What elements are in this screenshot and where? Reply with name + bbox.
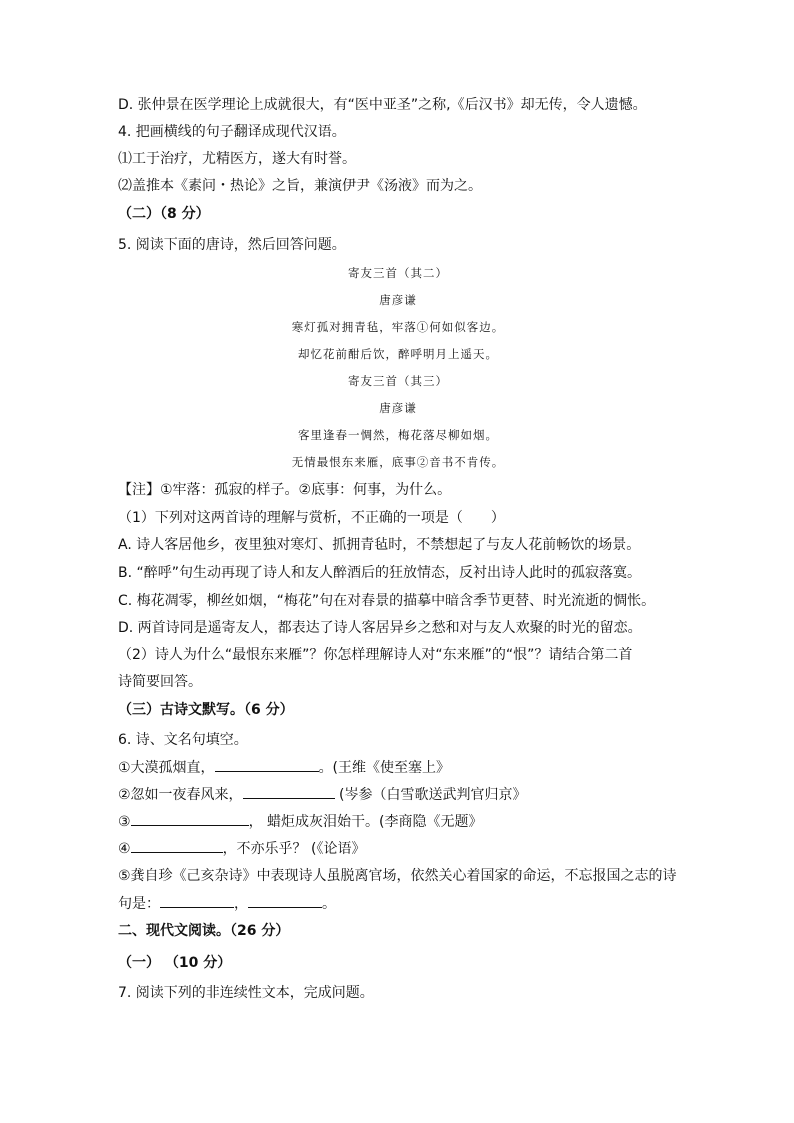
part-2-heading: 二、现代文阅读。（26 分） — [118, 923, 290, 939]
fill-blank-5-separator: ， — [234, 896, 248, 912]
poem-2-author: 唐彦谦 — [379, 401, 417, 415]
question-4-item-1: ⑴工于治疗，尤精医方，遂大有时誉。 — [118, 151, 356, 167]
fill-blank-1-prefix: ①大漠孤烟直， — [118, 760, 215, 776]
poem-2-line-2: 无情最恨东来雁，底事②音书不肯传。 — [291, 455, 505, 469]
part-2-subheading: （一） （10 分） — [118, 955, 232, 971]
poem-1-title: 寄友三首（其二） — [348, 266, 448, 280]
fill-blank-4-prefix: ④ — [118, 841, 131, 857]
fill-blank-4-suffix: ，不亦乐乎？ (《论语》 — [222, 841, 366, 857]
question-6-stem: 6. 诗、文名句填空。 — [118, 732, 248, 748]
fill-blank-5-suffix: 。 — [322, 896, 336, 912]
question-5-1-option-a: A. 诗人客居他乡，夜里独对寒灯、抓拥青毡时，不禁想起了与友人花前畅饮的场景。 — [118, 537, 641, 553]
fill-blank-3 — [118, 811, 678, 832]
question-7-stem: 7. 阅读下列的非连续性文本，完成问题。 — [118, 985, 374, 1001]
fill-blank-5-line-2 — [118, 893, 678, 914]
answer-blank-3[interactable] — [131, 811, 249, 826]
fill-blank-1-suffix: 。(王维《使至塞上》 — [318, 760, 451, 776]
section-2-heading: （二）（8 分） — [118, 206, 210, 222]
fill-blank-2-prefix: ②忽如一夜春风来， — [118, 787, 243, 803]
poem-notes: 【注】①牢落：孤寂的样子。②底事：何事，为什么。 — [118, 482, 452, 498]
question-5-1-option-b: B. “醉呼”句生动再现了诗人和友人醉酒后的狂放情态，反衬出诗人此时的孤寂落寞。 — [118, 565, 642, 581]
fill-blank-3-suffix: ， 蜡炬成灰泪始干。(李商隐《无题》 — [248, 814, 483, 830]
poem-1-line-1: 寒灯孤对拥青毡，牢落①何如似客边。 — [291, 320, 505, 334]
question-3-option-d: D. 张仲景在医学理论上成就很大，有“医中亚圣”之称,《后汉书》却无传，令人遗憾。 — [118, 97, 647, 113]
poem-2-title: 寄友三首（其三） — [348, 374, 448, 388]
fill-blank-2-suffix: (岑参（白雪歌送武判官归京》 — [334, 787, 527, 803]
fill-blank-3-prefix: ③ — [118, 814, 131, 830]
fill-blank-2 — [118, 784, 678, 805]
question-5-1-stem: （1）下列对这两首诗的理解与赏析，不正确的一项是（ ） — [118, 510, 505, 526]
fill-blank-4 — [118, 838, 678, 859]
answer-blank-4[interactable] — [131, 838, 223, 853]
question-5-2-line-2: 诗简要回答。 — [118, 674, 202, 690]
question-4-stem: 4. 把画横线的句子翻译成现代汉语。 — [118, 124, 346, 140]
question-4-item-2: ⑵盖推本《素问・热论》之旨，兼演伊尹《汤液》而为之。 — [118, 178, 482, 194]
poem-2-line-1: 客里逢春一惆然，梅花落尽柳如烟。 — [298, 428, 498, 442]
fill-blank-1 — [118, 757, 678, 778]
answer-blank-2[interactable] — [243, 784, 335, 799]
poem-1-line-2: 却忆花前酣后饮，醉呼明月上遥天。 — [298, 347, 498, 361]
fill-blank-5-line-1: ⑤龚自珍《己亥杂诗》中表现诗人虽脱离官场，依然关心着国家的命运，不忘报国之志的诗 — [118, 868, 677, 884]
fill-blank-5-prefix: 句是： — [118, 896, 160, 912]
question-5-stem: 5. 阅读下面的唐诗，然后回答问题。 — [118, 237, 346, 253]
section-3-heading: （三）古诗文默写。（6 分） — [118, 702, 294, 718]
answer-blank-5b[interactable] — [248, 893, 322, 908]
question-5-1-option-d: D. 两首诗同是遥寄友人，都表达了诗人客居异乡之愁和对与友人欢聚的时光的留恋。 — [118, 620, 642, 636]
question-5-1-option-c: C. 梅花凋零，柳丝如烟，“梅花”句在对春景的描摹中暗含季节更替、时光流逝的惆怅。 — [118, 593, 656, 609]
answer-blank-1[interactable] — [215, 757, 319, 772]
question-5-2-line-1: （2）诗人为什么“最恨东来雁”？你怎样理解诗人对“东来雁”的“恨”？请结合第二首 — [118, 647, 633, 663]
poem-1-author: 唐彦谦 — [379, 293, 417, 307]
answer-blank-5a[interactable] — [160, 893, 234, 908]
